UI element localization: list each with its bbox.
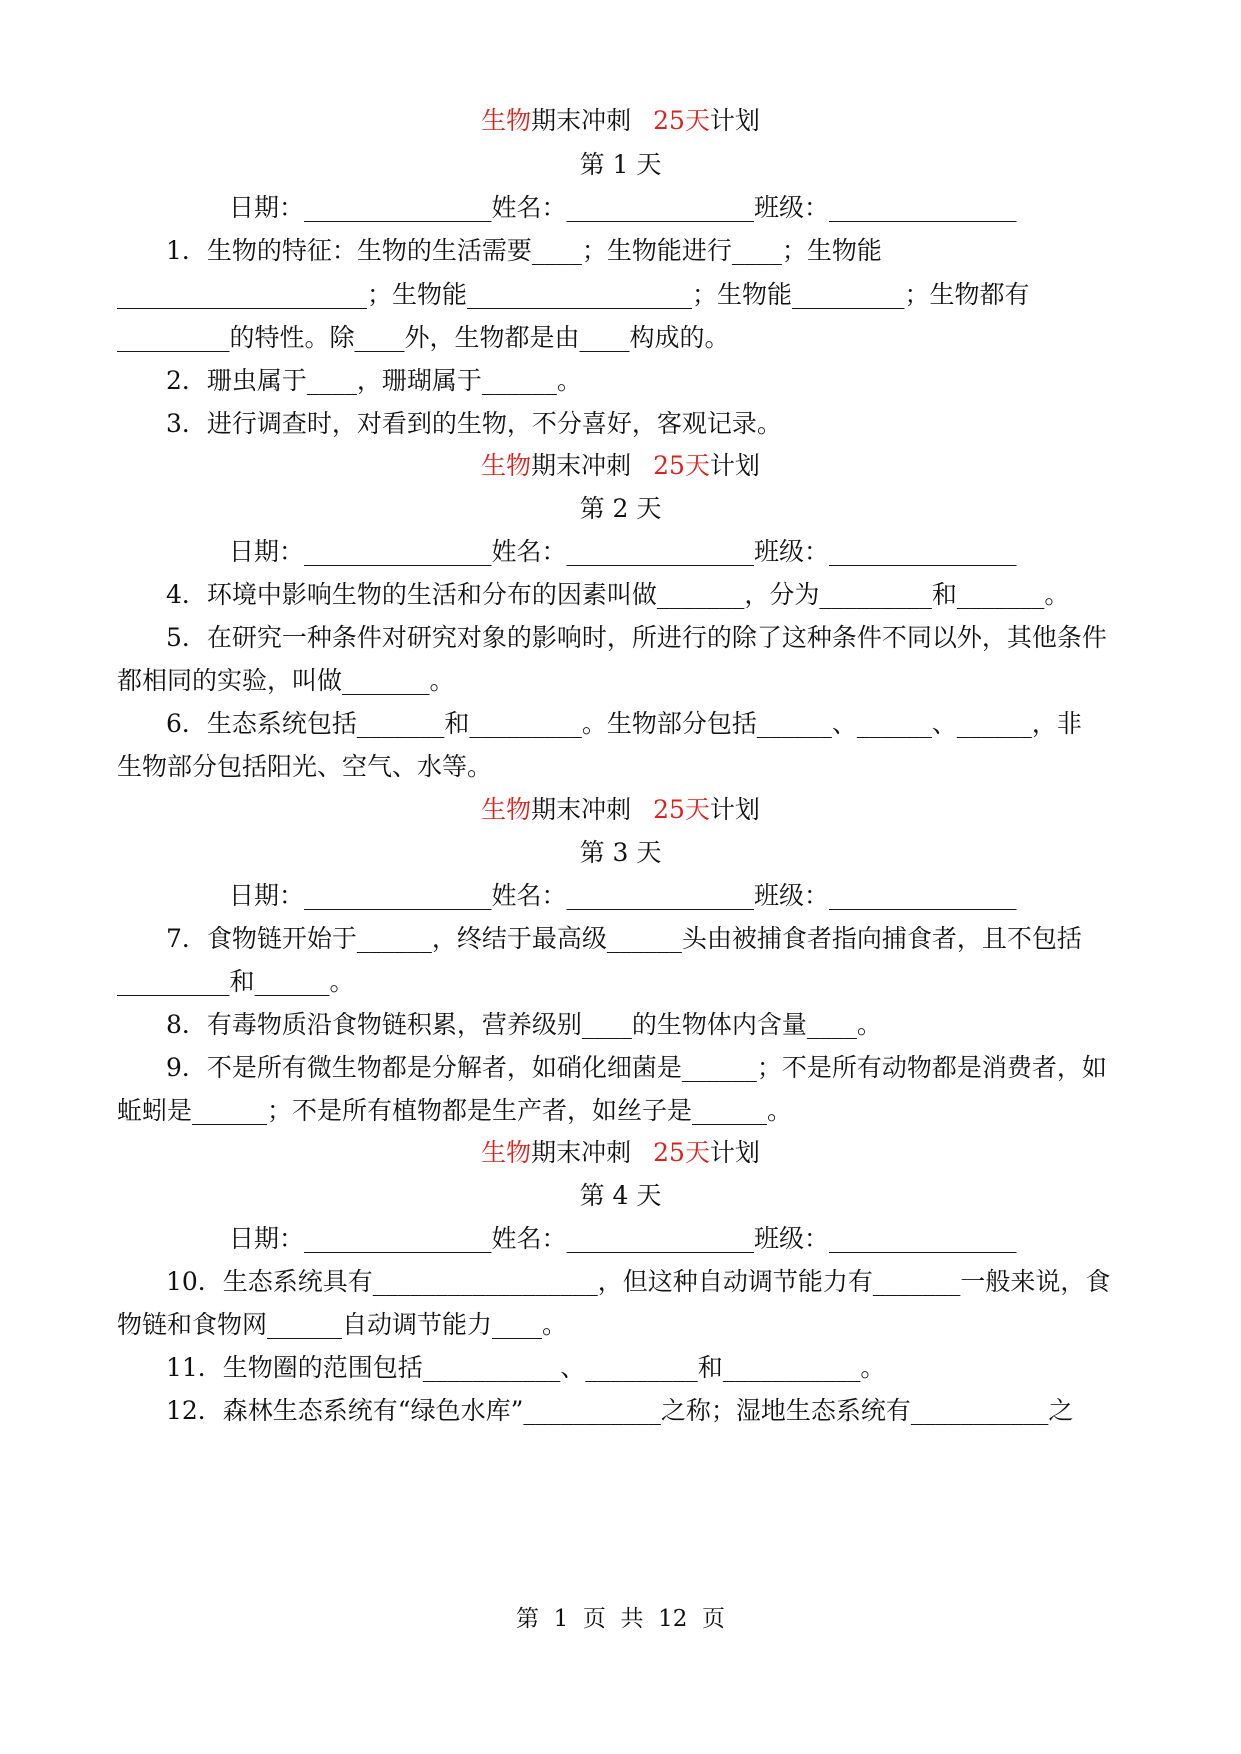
day-label: 第 4 天 xyxy=(579,1181,662,1210)
student-info-line: 日期：_______________姓名：_______________班级：_______________ xyxy=(229,881,1017,910)
day-label: 第 3 天 xyxy=(579,838,662,867)
question-line: ____________________；生物能__________________；生物能_________；生物都有 xyxy=(117,280,1030,309)
student-info-line: 日期：_______________姓名：_______________班级：_______________ xyxy=(229,1224,1017,1253)
question-line: 蚯蚓是______；不是所有植物都是生产者，如丝子是______。 xyxy=(117,1096,793,1125)
section-title: 生物期末冲刺 25天计划 xyxy=(481,451,760,480)
question-line: 2．珊虫属于____，珊瑚属于______。 xyxy=(166,366,582,395)
question-line: _________的特性。除____外，生物都是由____构成的。 xyxy=(117,323,730,352)
question-line: 11．生物圈的范围包括___________、_________和___________。 xyxy=(166,1353,886,1382)
question-line: 10．生态系统具有__________________，但这种自动调节能力有_______一般来说，食 xyxy=(166,1267,1111,1296)
question-line: 12．森林生态系统有“绿色水库”___________之称；湿地生态系统有___________之 xyxy=(166,1396,1074,1425)
question-line: 7．食物链开始于______，终结于最高级______头由被捕食者指向捕食者，且不包括 xyxy=(166,924,1082,953)
section-title: 生物期末冲刺 25天计划 xyxy=(481,106,760,135)
page-footer: 第 1 页 共 12 页 xyxy=(515,1606,725,1632)
question-line: 生物部分包括阳光、空气、水等。 xyxy=(117,752,493,781)
question-line: 5．在研究一种条件对研究对象的影响时，所进行的除了这种条件不同以外，其他条件 xyxy=(166,623,1107,652)
day-label: 第 1 天 xyxy=(579,150,662,179)
section-title: 生物期末冲刺 25天计划 xyxy=(481,1138,760,1167)
question-line: 1．生物的特征：生物的生活需要____；生物能进行____；生物能 xyxy=(166,236,882,265)
student-info-line: 日期：_______________姓名：_______________班级：_______________ xyxy=(229,537,1017,566)
question-line: _________和______。 xyxy=(117,967,355,996)
question-line: 物链和食物网______自动调节能力____。 xyxy=(117,1310,568,1339)
question-line: 4．环境中影响生物的生活和分布的因素叫做_______，分为_________和_______。 xyxy=(166,580,1070,609)
question-line: 6．生态系统包括_______和_________。生物部分包括______、______、______，非 xyxy=(166,709,1082,738)
student-info-line: 日期：_______________姓名：_______________班级：_______________ xyxy=(229,193,1017,222)
question-line: 都相同的实验，叫做_______。 xyxy=(117,666,455,695)
section-title: 生物期末冲刺 25天计划 xyxy=(481,795,760,824)
day-label: 第 2 天 xyxy=(579,494,662,523)
question-line: 3．进行调查时，对看到的生物，不分喜好，客观记录。 xyxy=(166,409,782,438)
question-line: 8．有毒物质沿食物链积累，营养级别____的生物体内含量____。 xyxy=(166,1010,882,1039)
question-line: 9．不是所有微生物都是分解者，如硝化细菌是______；不是所有动物都是消费者，如 xyxy=(166,1053,1107,1082)
